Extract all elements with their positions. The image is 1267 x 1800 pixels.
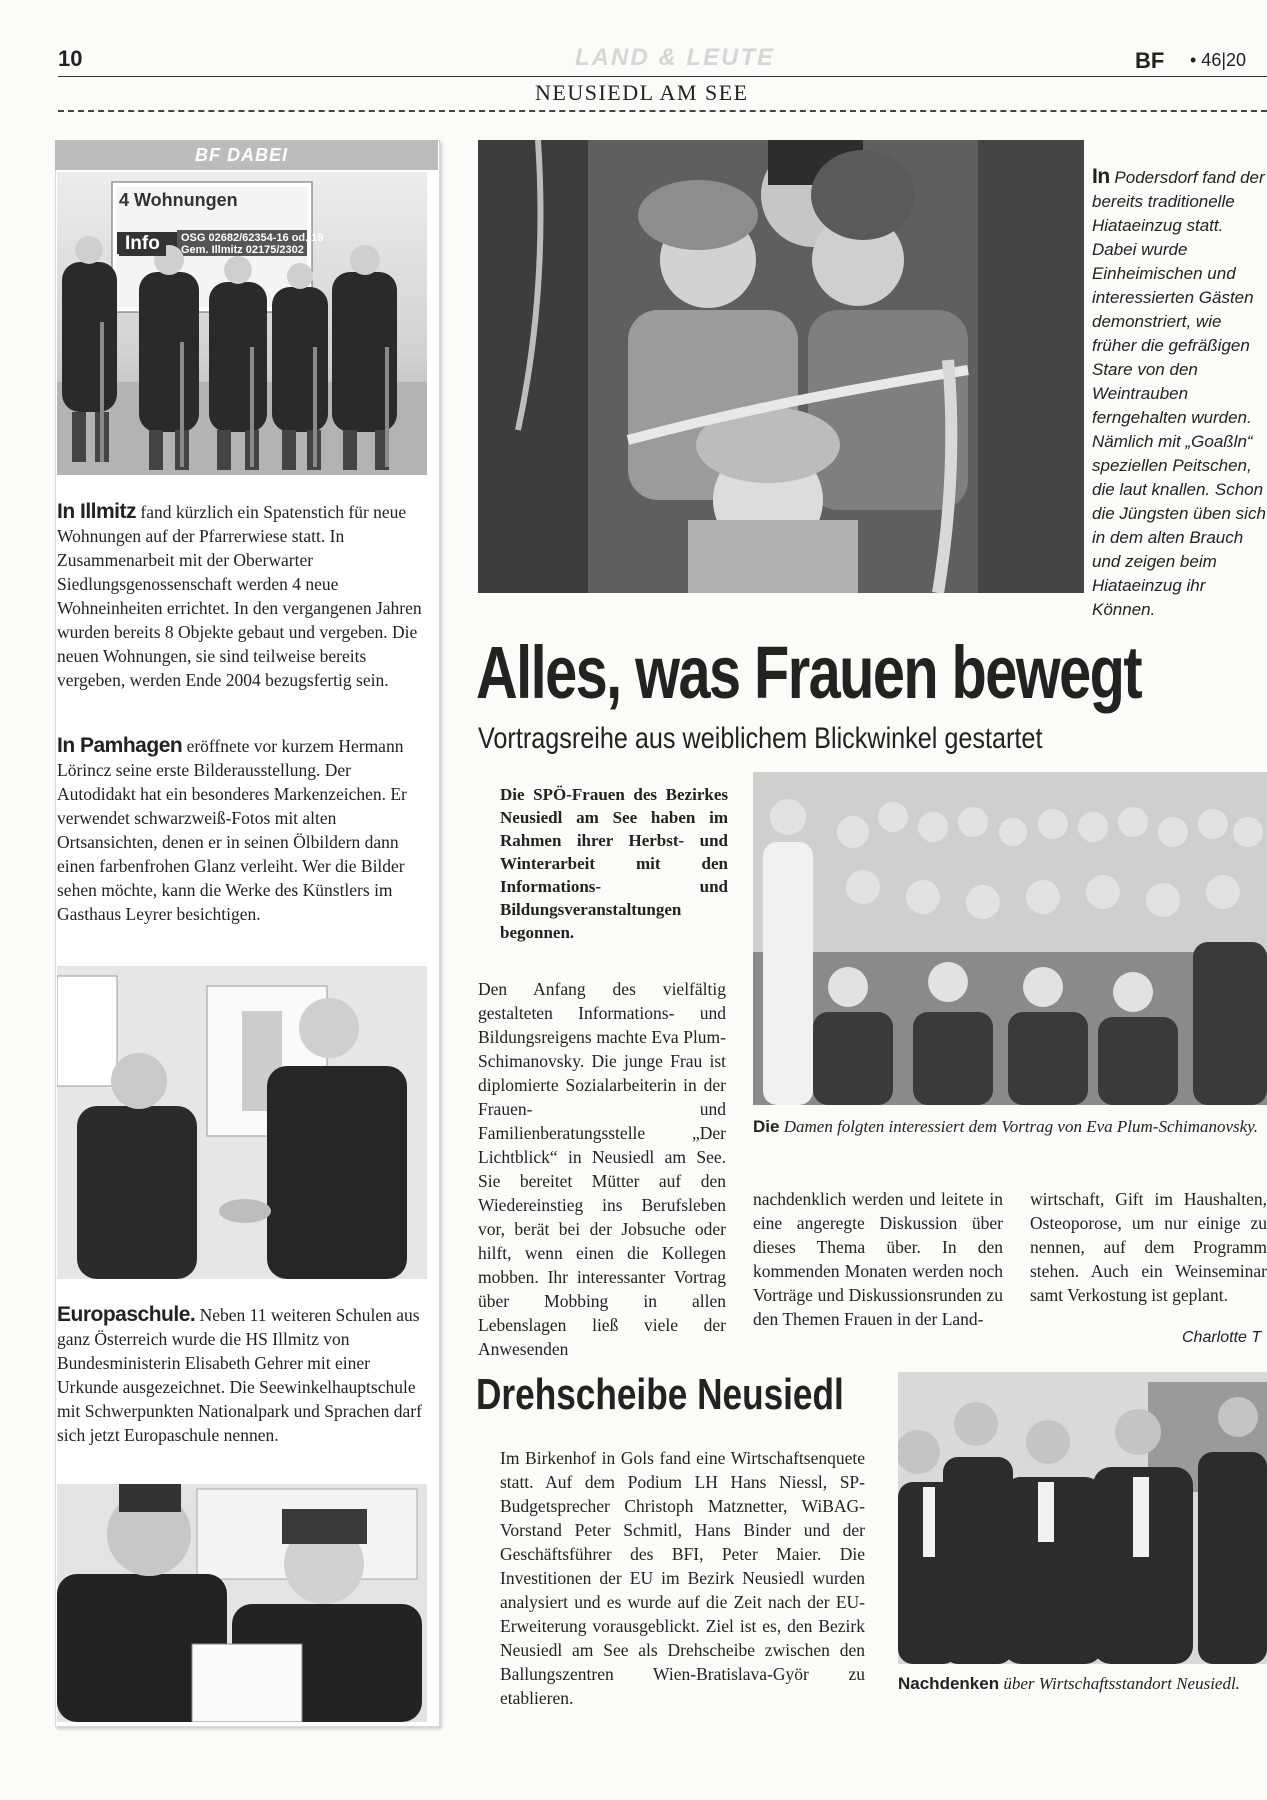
sign-phone-2: Gem. Illmitz 02175/2302 (181, 244, 304, 256)
caption-text: Podersdorf fand der bereits traditionelle Hiataeinzug statt. Dabei wurde Einheimischen und interessierten Gästen demonstriert, wie früher die gefräßigen Stare von den Weintrauben ferngehalten wurden. Nämlich mit „Goaßln“ speziellen Peitschen, die laut knallen. Schon die Jüngsten üben sich in dem alten Brauch und zeigen beim Hiataeinzug ihr Können. (1092, 168, 1266, 619)
article-headline: Alles, was Frauen bewegt (476, 631, 1142, 714)
page-number: 10 (58, 46, 83, 71)
sidebar-item-text: fand kürzlich ein Spatenstich für neue Wohnungen auf der Pfarrerwiese statt. In Zusammenarbeit mit der Oberwarter Siedlungsgenossenschaft werden 4 neue Wohneinheiten errichtet. In den vergangenen Jahren wurden bereits 8 Objekte gebaut und vergeben. Die neuen Wohnungen, sie sind teilweise bereits vergeben, werden Ende 2004 bezugsfertig sein. (57, 502, 422, 690)
article-column-2: nachdenklich werden und leitete in eine angeregte Diskussion über dieses Thema über. In den kommenden Monaten werden noch Vorträge und Diskussionsrunden zu den Themen Frauen in der Land- (753, 1189, 1003, 1329)
photo-women-group-caption (753, 1115, 1267, 1139)
sidebar-item-europaschule (57, 1303, 427, 1447)
caption-lead: Die (753, 1117, 780, 1136)
photo-hiataeinzug-image (478, 140, 1084, 593)
caption-lead: In (1092, 165, 1110, 188)
section-rubric: LAND & LEUTE (575, 44, 775, 71)
brand-logo: BF (1135, 48, 1165, 73)
sidebar-item-lead: Europaschule. (57, 1303, 196, 1326)
locality-title: NEUSIEDL AM SEE (535, 80, 749, 105)
issue-number: • 46|20 (1190, 50, 1247, 70)
article2-headline: Drehscheibe Neusiedl (476, 1370, 844, 1419)
caption-text: Damen folgten interessiert dem Vortrag von Eva Plum-Schimanovsky. (779, 1117, 1259, 1136)
sidebar-item-text: Neben 11 weiteren Schulen aus ganz Österreich wurde die HS Illmitz von Bundesministerin Elisabeth Gehrer mit einer Urkunde ausgezeichnet. Die Seewinkelhauptschule mit Schwerpunkten Nationalpark und Sprachen darf sich jetzt Europaschule nennen. (57, 1305, 422, 1445)
photo-award-image (57, 1484, 427, 1722)
sidebar-item-illmitz (57, 500, 427, 692)
sidebar-item-text: eröffnete vor kurzem Hermann Lörincz seine erste Bilderausstellung. Der Autodidakt hat ein besonderes Markenzeichen. Er verwendet schwarzweiß-Fotos mit alten Ortsansichten, denen er in seinen Ölbildern dann einen farbenfrohen Glanz verleiht. Wer die Bilder sehen möchte, kann die Werke des Künstlers im Gasthaus Leyrer besichtigen. (57, 736, 407, 924)
header-rule (58, 76, 1267, 77)
sign-title: 4 Wohnungen (119, 190, 238, 210)
photo-panel-men (898, 1372, 1267, 1664)
caption-text: über Wirtschaftsstandort Neusiedl. (999, 1674, 1240, 1693)
photo-hiataeinzug (478, 140, 1084, 593)
photo-groundbreaking (57, 172, 427, 475)
photo-panel-men-caption (898, 1672, 1267, 1696)
photo-women-group-image (753, 772, 1267, 1105)
article-author: Charlotte T (1182, 1329, 1262, 1346)
photo-handshake-image (57, 966, 427, 1279)
article-column-1: Den Anfang des vielfältig gestalteten Informations- und Bildungsreigens machte Eva Plum-Schimanovsky. Die junge Frau ist diplomierte Sozialarbeiterin in der Frauen- und Familienberatungsstelle „Der Lichtblick“ in Neusiedl am See. Sie bereitet Mütter auf den Wiedereinstieg ins Berufsleben vor, berät bei der Jobsuche oder hilft, wenn einen die Kollegen mobben. Ihr interessanter Vortrag über Mobbing in allen Lebenslagen ließ viele der Anwesenden (478, 979, 726, 1359)
sign-phone: OSG 02682/62354-16 od. 19 (181, 232, 324, 244)
article2-body: Im Birkenhof in Gols fand eine Wirtschaftsenquete statt. Auf dem Podium LH Hans Niessl, SP-Budgetsprecher Christoph Matznetter, WiBAG-Vorstand Peter Schmitl, Hans Binder und der Geschäftsführer des BFI, Peter Maier. Die Investitionen der EU im Bezirk Neusiedl wurden analysiert und es wurde auf die Zeit nach der EU-Erweiterung vorausgeblickt. Ziel ist es, den Bezirk Neusiedl am See als Drehscheibe zwischen den Ballungszentren Wien-Bratislava-Györ zu etablieren. (500, 1448, 865, 1708)
photo-women-group (753, 772, 1267, 1105)
sign-info-label: Info (119, 232, 166, 256)
caption-lead: Nachdenken (898, 1674, 1000, 1693)
header-dashed-rule (58, 110, 1267, 112)
article-intro: Die SPÖ-Frauen des Bezirkes Neusiedl am See haben im Rahmen ihrer Herbst- und Winterarbeit mit den Informations- und Bildungsveranstaltungen begonnen. (500, 785, 728, 942)
sidebar-item-pamhagen (57, 734, 427, 926)
sidebar-item-lead: In Illmitz (57, 500, 136, 523)
photo-panel-men-image (898, 1372, 1267, 1664)
photo-hiataeinzug-caption (1092, 165, 1267, 622)
sidebar-item-lead: In Pamhagen (57, 734, 183, 757)
article-column-3: wirtschaft, Gift im Haushalten, Osteoporose, um nur einige zu nennen, auf dem Programm stehen. Auch ein Weinseminar samt Verkostung ist geplant. (1030, 1189, 1267, 1305)
photo-groundbreaking-image (57, 172, 427, 475)
sidebar-title: BF DABEI (55, 140, 438, 170)
photo-handshake (57, 966, 427, 1279)
photo-award (57, 1484, 427, 1722)
article-subhead: Vortragsreihe aus weiblichem Blickwinkel gestartet (478, 722, 1043, 755)
